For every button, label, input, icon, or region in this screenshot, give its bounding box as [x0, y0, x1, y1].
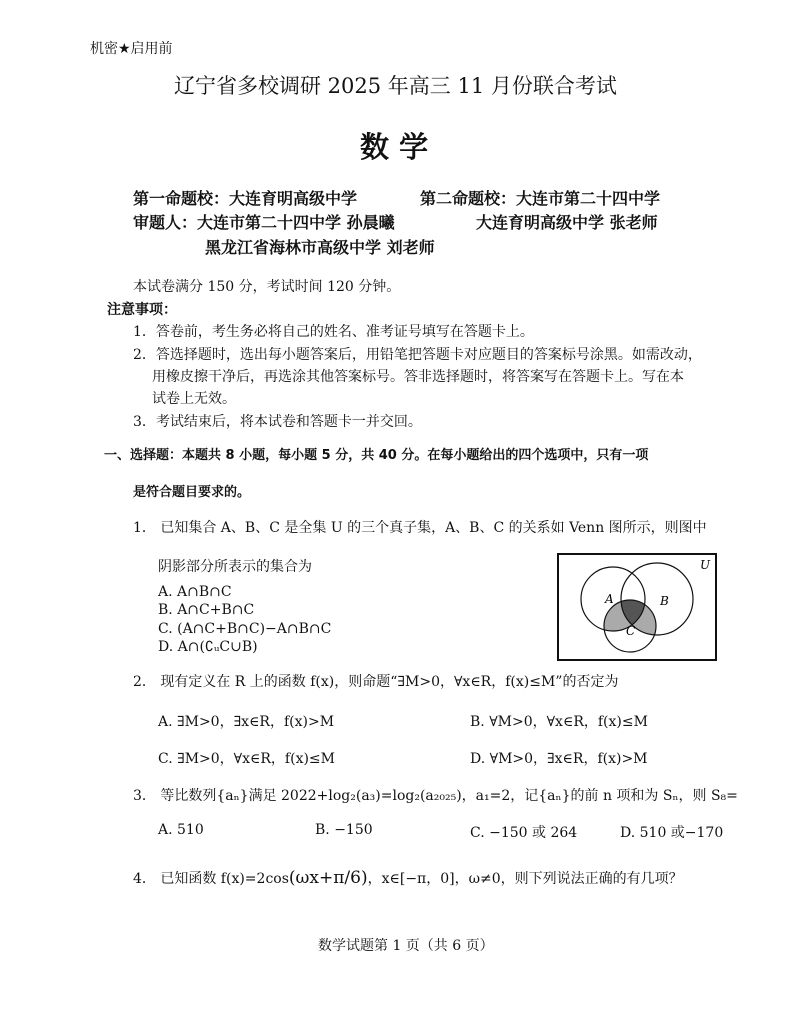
notes-title: 注意事项： — [107, 302, 177, 318]
q2-stem: 2． 现有定义在 R 上的函数 f(x)，则命题“∃M>0，∀x∈R，f(x)≤M”的否定为 — [133, 674, 619, 690]
label-a: A — [605, 592, 614, 606]
note-3: 3．考试结束后，将本试卷和答题卡一并交回。 — [133, 414, 422, 430]
exam-title: 辽宁省多校调研 2025 年高三 11 月份联合考试 — [174, 74, 617, 98]
label-c: C — [626, 624, 636, 638]
q1-option-b: B. A∩C+B∩C — [158, 602, 255, 618]
note-2-cont: 用橡皮擦干净后，再选涂其他答案标号。答非选择题时，将答案写在答题卡上。写在本 — [152, 369, 684, 385]
author-line2-right: 大连育明高级中学 张老师 — [476, 213, 658, 232]
subject-title: 数 学 — [360, 130, 429, 164]
q4-stem-after: ，x∈[−π，0]，ω≠0，则下列说法正确的有几项？ — [367, 871, 683, 887]
section-heading: 一、选择题：本题共 8 小题，每小题 5 分，共 40 分。在每小题给出的四个选项中，只有一项 — [104, 448, 649, 463]
venn-diagram — [557, 553, 717, 661]
q1-option-c: C. (A∩C+B∩C)−A∩B∩C — [158, 621, 332, 637]
q1-stem: 1． 已知集合 A、B、C 是全集 U 的三个真子集，A、B、C 的关系如 Venn 图所示，则图中 — [133, 520, 707, 536]
page-footer: 数学试题第 1 页（共 6 页） — [318, 938, 494, 954]
confidential-label: 机密★启用前 — [90, 41, 173, 57]
q4-stem — [133, 868, 683, 888]
author-line1-right: 第二命题校：大连市第二十四中学 — [420, 189, 661, 208]
q2-option-d: D. ∀M>0，∃x∈R，f(x)>M — [470, 751, 648, 767]
label-u: U — [700, 558, 711, 572]
score-time-text: 本试卷满分 150 分，考试时间 120 分钟。 — [133, 279, 401, 295]
q3-option-d: D. 510 或−170 — [620, 825, 724, 841]
q4-formula: (ωx+π/6) — [288, 868, 368, 888]
note-1: 1．答卷前，考生务必将自己的姓名、准考证号填写在答题卡上。 — [133, 324, 534, 340]
q2-option-c: C. ∃M>0，∀x∈R，f(x)≤M — [158, 751, 335, 767]
q3-option-b: B. −150 — [315, 822, 373, 838]
label-b: B — [660, 594, 669, 608]
q1-option-a: A. A∩B∩C — [158, 584, 232, 600]
q1-stem-cont: 阴影部分所表示的集合为 — [158, 559, 312, 575]
note-2-end: 试卷上无效。 — [152, 391, 236, 407]
q4-stem-before: 4． 已知函数 f(x)=2cos — [133, 871, 289, 887]
q3-stem: 3． 等比数列{aₙ}满足 2022+log₂(a₃)=log₂(a₂₀₂₅)，a₁=2，记{aₙ}的前 n 项和为 Sₙ，则 S₈= — [133, 788, 738, 804]
author-line2-left: 审题人：大连市第二十四中学 孙晨曦 — [133, 213, 395, 232]
q1-option-d: D. A∩(∁ᵤC∪B) — [158, 639, 258, 655]
q2-option-b: B. ∀M>0，∀x∈R，f(x)≤M — [470, 714, 648, 730]
q2-option-a: A. ∃M>0，∃x∈R，f(x)>M — [158, 714, 335, 730]
note-2: 2．答选择题时，选出每小题答案后，用铅笔把答题卡对应题目的答案标号涂黑。如需改动， — [133, 347, 702, 363]
q3-option-a: A. 510 — [158, 822, 204, 838]
author-line3: 黑龙江省海林市高级中学 刘老师 — [205, 238, 435, 257]
section-heading-cont: 是符合题目要求的。 — [133, 485, 251, 500]
q3-option-c: C. −150 或 264 — [470, 825, 578, 841]
author-line1-left: 第一命题校：大连育明高级中学 — [133, 189, 358, 208]
